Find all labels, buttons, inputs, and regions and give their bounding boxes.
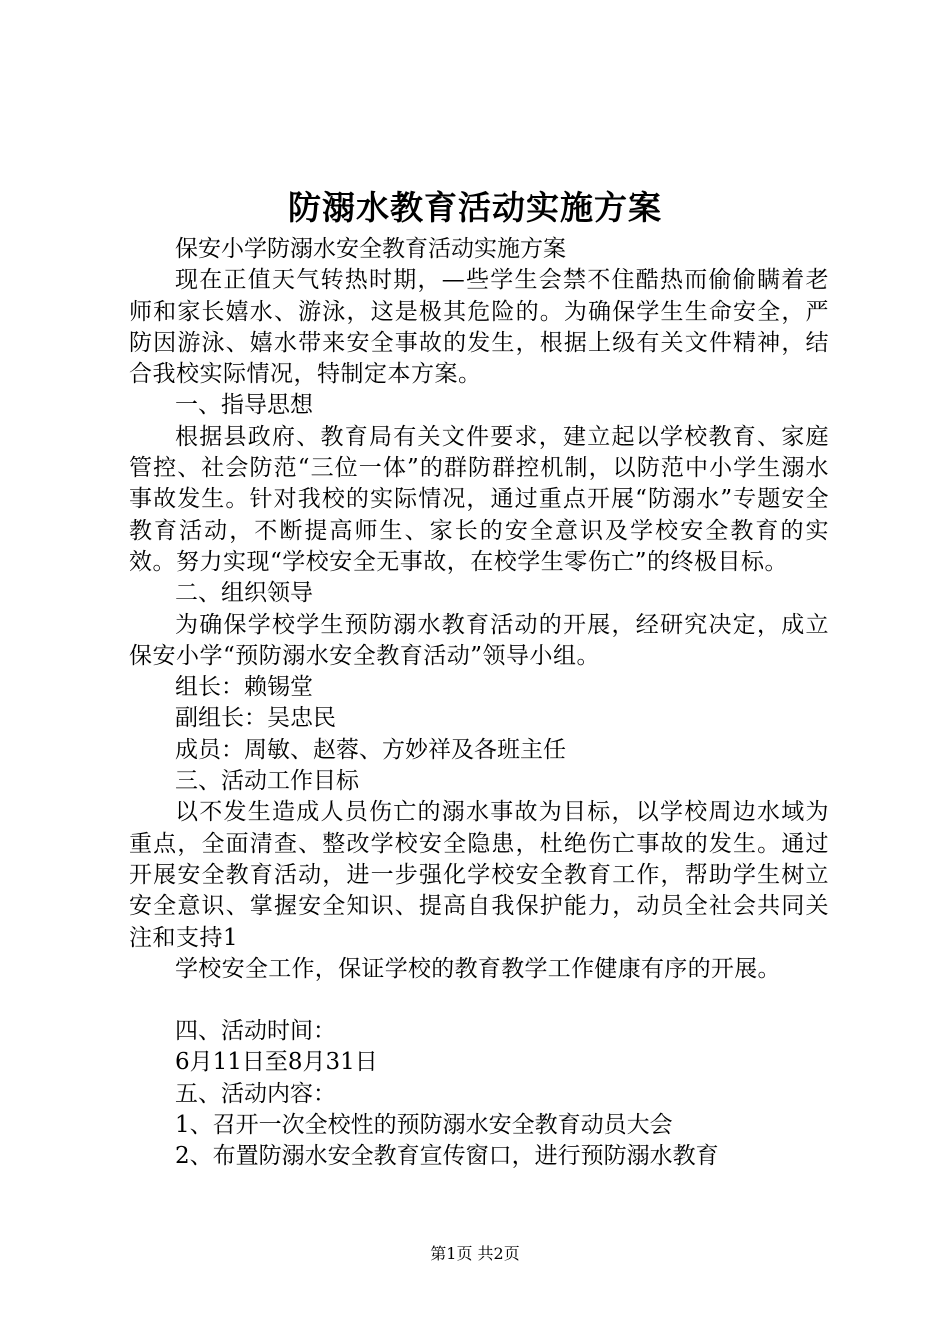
section-heading-guiding-thought: 一、指导思想 — [175, 392, 313, 419]
deputy-leader-line: 副组长：吴忠民 — [175, 705, 336, 732]
subtitle-paragraph: 保安小学防溺水安全教育活动实施方案 — [175, 236, 566, 262]
intro-paragraph: 现在正值天气转热时期，—些学生会禁不住酷热而偷偷瞒着老师和家长嬉水、游泳，这是极其危险的。为确保学生生命安全，严防因游泳、嬉水带来安全事故的发生，根据上级有关文件精神，结合我校实际情况，特制定本方案。 — [129, 267, 829, 388]
organization-paragraph: 为确保学校学生预防溺水教育活动的开展，经研究决定，成立保安小学“预防溺水安全教育活动”领导小组。 — [129, 611, 829, 669]
goals-continuation-paragraph: 学校安全工作，保证学校的教育教学工作健康有序的开展。 — [175, 955, 781, 982]
content-item-1: 1、召开一次全校性的预防溺水安全教育动员大会 — [175, 1112, 673, 1139]
members-line: 成员：周敏、赵蓉、方妙祥及各班主任 — [175, 736, 566, 763]
goals-paragraph: 以不发生造成人员伤亡的溺水事故为目标，以学校周边水域为重点，全面清查、整改学校安全隐患，杜绝伤亡事故的发生。通过开展安全教育活动，进一步强化学校安全教育工作，帮助学生树立安全意识、掌握安全知识、提高自我保护能力，动员全社会共同关注和支持1 — [129, 799, 829, 951]
guiding-thought-paragraph: 根据县政府、教育局有关文件要求，建立起以学校教育、家庭管控、社会防范“三位一体”的群防群控机制，以防范中小学生溺水事故发生。针对我校的实际情况，通过重点开展“防溺水”专题安全教育活动，不断提高师生、家长的安全意识及学校安全教育的实效。努力实现“学校安全无事故，在校学生零伤亡”的终极目标。 — [129, 423, 829, 575]
document-body — [129, 234, 829, 1173]
section-heading-goals: 三、活动工作目标 — [175, 768, 359, 795]
page-indicator: 第1页 共2页 — [430, 1244, 520, 1263]
content-item-2: 2、布置防溺水安全教育宣传窗口，进行预防溺水教育 — [175, 1143, 719, 1170]
document-title: 防溺水教育活动实施方案 — [288, 188, 662, 227]
blank-line — [129, 985, 829, 1016]
leader-line: 组长：赖锡堂 — [175, 674, 313, 701]
section-heading-content: 五、活动内容： — [175, 1080, 336, 1107]
time-range-line: 6月11日至8月31日 — [175, 1049, 378, 1076]
section-heading-organization: 二、组织领导 — [175, 580, 313, 607]
section-heading-time: 四、活动时间： — [175, 1018, 336, 1045]
